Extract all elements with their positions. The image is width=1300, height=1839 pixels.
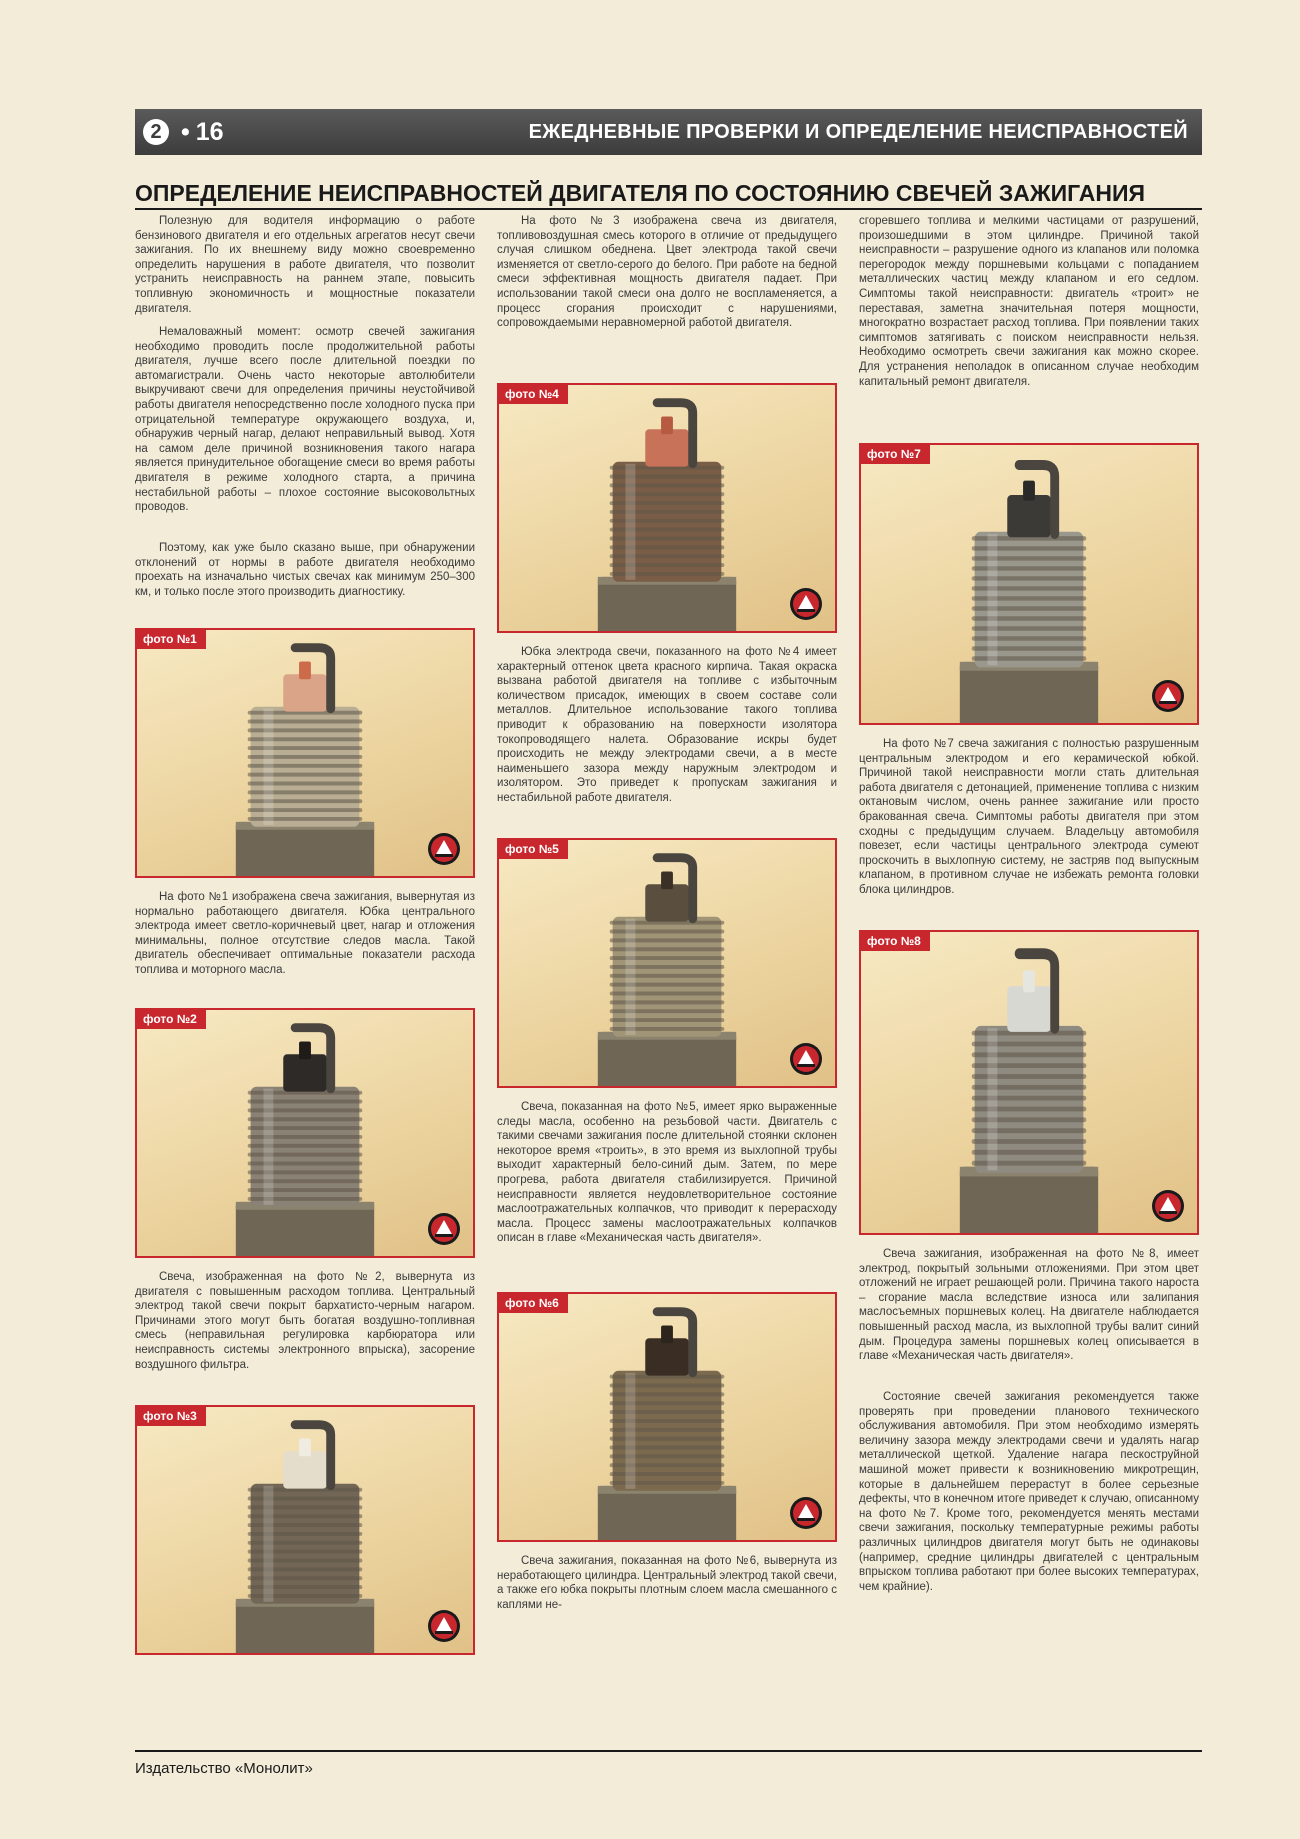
publisher-logo-icon [789,1042,823,1076]
photo-2-label: фото №2 [137,1010,206,1029]
page-number-value: 16 [195,117,224,146]
col3-paragraph-1: сгоревшего топлива и мелкими частицами от разрушений, произошедшими в этом цилиндре. Причиной такой неисправности – разрушение одного из клапанов или поломка перегородок между поршневыми кольцами с попаданием металлических частиц между клапаном и его седлом. Симптомы такой неисправности: двигатель «троит» не переставая, заметна значительная потеря мощности, многократно возрастает расход топлива. При появлении таких симптомов затягивать с поиском неисправности нельзя. Необходимо осмотреть свечи зажигания как можно скорее. Для устранения неполадок в описанном случае необходим капитальный ремонт двигателя. [859,215,1199,388]
spark-plug-image [499,840,835,1086]
page-number [143,118,224,147]
col3-final-paragraph: Состояние свечей зажигания рекомендуется также проверять при проведении планового технического обслуживания автомобиля. При этом необходимо измерять величину зазора между электродами свечи и удалять нагар металлической щеткой. Удаление нагара пескоструйной машиной может привести к возникновению микротрещин, которые в дальнейшем перерастут в более серьезные дефекты, что в конечном итоге приведет к случаю, описанному на фото №7. Кроме того, рекомендуется менять местами свечи зажигания, поскольку температурные режимы работы различных цилиндров двигателя могут быть не одинаковы (например, средние цилиндры двигателей с центральным впрыском топлива работают при более высоких температурах, чем крайние). [859,1391,1199,1593]
photo-2-caption: Свеча, изображенная на фото №2, вывернута из двигателя с повышенным расходом топлива. Центральный электрод такой свечи покрыт бархатисто-черным нагаром. Причинами этого могут быть богатая воздушно-топливная смесь (неправильная регулировка карбюратора или неисправность системы электронного впрыска), засорение воздушного фильтра. [135,1271,475,1371]
photo-7 [859,443,1199,725]
col1-paragraph-2: Немаловажный момент: осмотр свечей зажигания необходимо проводить после продолжительной работы двигателя, лучше всего после длительной поездки по автомагистрали. Очень часто некоторые автолюбители выкручивают свечи для определения причины неустойчивой работы двигателя непосредственно после холодного пуска при отрицательной температуре окружающего воздуха, и, обнаружив черный нагар, делают неправильный вывод. Хотя на самом деле причиной возникновения такого нагара является принудительное обогащение смеси во время работы двигателя в режиме холодного старта, а причина нестабильной работы – плохое состояние высоковольтных проводов. [135,326,475,514]
photo-6-caption: Свеча зажигания, показанная на фото №6, вывернута из неработающего цилиндра. Центральный электрод такой свечи, а также его юбка покрыты плотным слоем масла смешанного с каплями не- [497,1555,837,1611]
spark-plug-image [499,1294,835,1540]
publisher-logo-icon [427,1609,461,1643]
photo-7-label: фото №7 [861,445,930,464]
photo-1-caption: На фото №1 изображена свеча зажигания, вывернутая из нормально работающего двигателя. Юбка центрального электрода имеет светло-коричневый цвет, нагар и отложения минимальны, полное отсутствие следов масла. Такой двигатель обеспечивает оптимальные показатели расхода топлива и моторного масла. [135,891,475,976]
spark-plug-image [861,932,1197,1233]
photo-4-caption: Юбка электрода свечи, показанного на фото №4 имеет характерный оттенок цвета красного кирпича. Такая окраска вызвана работой двигателя на топливе с избыточным количеством присадок, имеющих в своем составе соли металлов. Длительное использование такого топлива приводит к образованию на поверхности изолятора токопроводящего налета. Образование искры будет происходить не между электродами свечи, а в месте наименьшего зазора между наружным электродом и изолятором. Это приведет к пропускам зажигания и нестабильной работе двигателя. [497,646,837,804]
photo-5-label: фото №5 [499,840,568,859]
photo-8-caption: Свеча зажигания, изображенная на фото №8, имеет электрод, покрытый зольными отложениями. При этом цвет отложений не играет решающей роли. Причина такого нароста – сгорание масла вследствие износа или залипания маслосъемных поршневых колец. На двигателе наблюдается повышенный расход масла, из выхлопной трубы валит синий дым. Процедура замены поршневых колец описывается в главе «Механическая часть двигателя». [859,1248,1199,1363]
section-title: ОПРЕДЕЛЕНИЕ НЕИСПРАВНОСТЕЙ ДВИГАТЕЛЯ ПО СОСТОЯНИЮ СВЕЧЕЙ ЗАЖИГАНИЯ [135,180,1146,206]
photo-5-caption: Свеча, показанная на фото №5, имеет ярко выраженные следы масла, особенно на резьбовой части. Двигатель с такими свечами зажигания после длительной стоянки склонен некоторое время «троить», в это время из выхлопной трубы выходит характерный бело-синий дым. Затем, по мере прогрева, работа двигателя стабилизируется. Причиной неисправности является неудовлетворительное состояние маслоотражательных колпачков, что приводит к перерасходу масла. Процесс замены маслоотражательных колпачков описан в главе «Механическая часть двигателя». [497,1101,837,1245]
page-header [135,109,1202,155]
chapter-title: ЕЖЕДНЕВНЫЕ ПРОВЕРКИ И ОПРЕДЕЛЕНИЕ НЕИСПРАВНОСТЕЙ [528,120,1188,143]
photo-4-label: фото №4 [499,385,568,404]
photo-8 [859,930,1199,1235]
col1-paragraph-1: Полезную для водителя информацию о работе бензинового двигателя и его отдельных агрегатов несут свечи зажигания. По их внешнему виду можно своевременно определить нарушения в работе двигателя, что позволит устранить неисправность на раннем этапе, повысить топливную экономичность и мощностные показатели двигателя. [135,215,475,315]
spark-plug-image [499,385,835,631]
publisher-footer: Издательство «Монолит» [135,1760,313,1777]
photo-3 [135,1405,475,1655]
spark-plug-image [137,1010,473,1256]
publisher-logo-icon [789,587,823,621]
publisher-logo-icon [789,1496,823,1530]
spark-plug-image [137,630,473,876]
footer-rule [135,1750,1202,1752]
photo-6-label: фото №6 [499,1294,568,1313]
photo-2 [135,1008,475,1258]
photo-6 [497,1292,837,1542]
col1-paragraph-3: Поэтому, как уже было сказано выше, при обнаружении отклонений от нормы в работе двигателя необходимо проехать на изначально чистых свечах как минимум 250–300 км, и только после этого производить диагностику. [135,542,475,598]
photo-4 [497,383,837,633]
page-separator: • [181,117,190,146]
spark-plug-image [137,1407,473,1653]
col2-paragraph-1: На фото №3 изображена свеча из двигателя, топливовоздушная смесь которого в отличие от предыдущего случая слишком обеднена. Цвет электрода такой свечи изменяется от светло-серого до белого. При работе на бедной смеси эффективная мощность двигателя падает. При использовании такой смеси она долго не воспламеняется, а процесс сгорания происходит с нарушениями, сопровождаемыми неравномерной работой двигателя. [497,215,837,330]
photo-8-label: фото №8 [861,932,930,951]
photo-7-caption: На фото №7 свеча зажигания с полностью разрушенным центральным электродом и его керамической юбкой. Причиной такой неисправности могли стать длительная работа двигателя с детонацией, применение топлива с низким октановым числом, очень раннее зажигание или просто бракованная свеча. Симптомы работы двигателя при этом сходны с предыдущим случаем. Владельцу автомобиля повезет, если частицы центрального электрода сумеют проскочить в выхлопную систему, не застряв под выпускным клапаном, в противном случае не избежать ремонта головки блока цилиндров. [859,738,1199,896]
photo-5 [497,838,837,1088]
publisher-logo-icon [427,1212,461,1246]
chapter-number: 2 [143,119,169,145]
photo-3-label: фото №3 [137,1407,206,1426]
publisher-logo-icon [1151,1189,1185,1223]
publisher-logo-icon [427,832,461,866]
photo-1 [135,628,475,878]
publisher-logo-icon [1151,679,1185,713]
photo-1-label: фото №1 [137,630,206,649]
spark-plug-image [861,445,1197,723]
title-underline [135,208,1202,210]
